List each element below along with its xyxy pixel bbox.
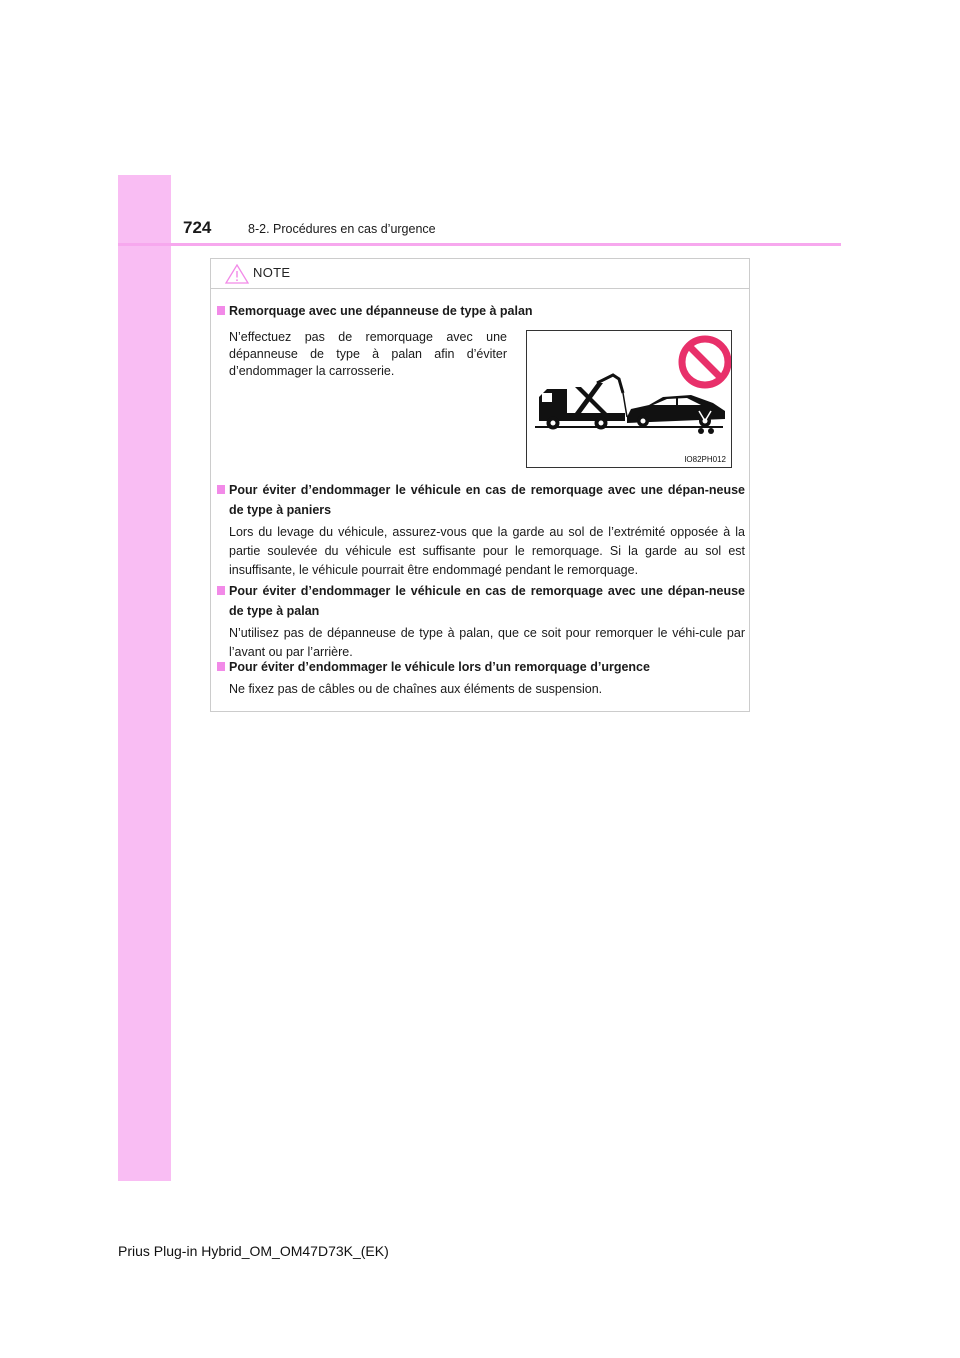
- tow-figure: [526, 330, 732, 468]
- bullet-square-icon: [217, 306, 225, 315]
- item-heading: Pour éviter d’endommager le véhicule en cas de remorquage avec une dépan-neuse de type à paniers: [229, 483, 745, 517]
- prohibition-icon: [682, 339, 728, 385]
- bullet-square-icon: [217, 586, 225, 595]
- note-box: [210, 258, 750, 712]
- item-heading: Pour éviter d’endommager le véhicule lors d’un remorquage d’urgence: [229, 660, 650, 674]
- header-rule: [118, 243, 841, 246]
- figure-code: IO82PH012: [684, 455, 726, 464]
- bullet-square-icon: [217, 662, 225, 671]
- page-number: 724: [183, 218, 212, 237]
- footer-doc-id: Prius Plug-in Hybrid_OM_OM47D73K_(EK): [118, 1243, 389, 1259]
- item-body: Lors du levage du véhicule, assurez-vous que la garde au sol de l’extrémité opposée à la partie soulevée du véhicule est suffisante pour le remorquage. Si la garde au sol est insuffisante, le véhicule pourrait être endommagé pendant le remorquage.: [229, 525, 745, 577]
- bullet-square-icon: [217, 485, 225, 494]
- warning-triangle-icon: [225, 264, 249, 284]
- item-body: Ne fixez pas de câbles ou de chaînes aux éléments de suspension.: [229, 682, 603, 696]
- note-header: [211, 259, 749, 289]
- note-item-4: [217, 657, 745, 699]
- item-body: N’utilisez pas de dépanneuse de type à palan, que ce soit pour remorquer le véhi-cule par l’avant ou par l’arrière.: [229, 626, 745, 659]
- item-heading: Pour éviter d’endommager le véhicule en cas de remorquage avec une dépan-neuse de type à palan: [229, 584, 745, 618]
- note-item-3: [217, 581, 745, 662]
- side-color-strip: [118, 175, 171, 1181]
- item-heading: Remorquage avec une dépanneuse de type à palan: [229, 304, 533, 318]
- note-label: NOTE: [253, 265, 291, 280]
- tow-truck-illustration: [527, 331, 731, 467]
- section-title: 8-2. Procédures en cas d’urgence: [248, 222, 436, 236]
- note-item-2: [217, 480, 745, 580]
- item-body: N’effectuez pas de remorquage avec une dépanneuse de type à palan afin d’éviter d’endommager la carrosserie.: [229, 330, 507, 378]
- note-item-1: [217, 301, 745, 321]
